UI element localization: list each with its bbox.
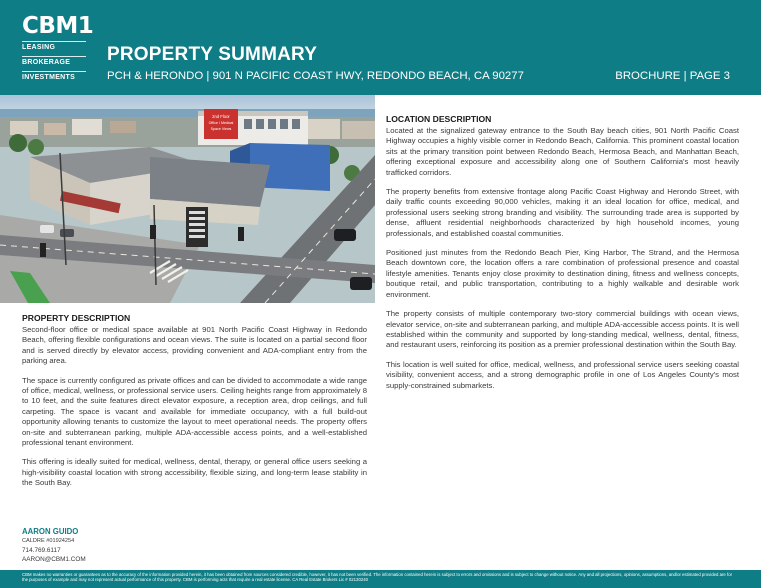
photo-car (334, 229, 356, 241)
property-description-section (22, 313, 367, 498)
broker-email[interactable]: AARON@CBM1.COM (22, 556, 86, 564)
footer-disclaimer: CBM makes no warranties or guarantees as to the accuracy of the information provided herein, it has been obtained from sources considered credible, however, it has not been verified. The information contained herein is subject to errors and omissions and is subject to change without notice. Any and all projections, opinions, assumptions, and/or estimated provided are for the purposes of example and may not represent actual performance of this property. CBM is performing acts that require a real estate license. CA Real Estate Brokers Lic # 02130240 (22, 572, 733, 583)
logo-line-leasing: LEASING (22, 41, 86, 54)
sign-text-line-2: Office / Medical (208, 121, 234, 125)
sign-text-line-1: 2nd Floor (212, 114, 230, 119)
aerial-property-photo (0, 95, 375, 303)
aerial-photo-illustration (0, 95, 375, 303)
property-description-paragraph: This offering is ideally suited for medical, wellness, dental, therapy, or general office users seeking a high-visibility coastal location with strong accessibility, flexible sizing, and long-term lease stability in the South Bay. (22, 457, 367, 488)
photo-ocean (0, 109, 375, 117)
broker-phone[interactable]: 714.769.6117 (22, 546, 61, 554)
photo-center-roof (150, 157, 270, 207)
footer-disclaimer-bar (0, 570, 761, 588)
broker-name: AARON GUIDO (22, 527, 79, 536)
header-banner (0, 0, 761, 95)
page-title: PROPERTY SUMMARY (107, 44, 318, 65)
location-description-heading: LOCATION DESCRIPTION (386, 114, 492, 124)
location-description-paragraph: This location is well suited for office, medical, wellness, and professional service users seeking coastal visibility, convenient access, and a strong demographic profile in one of Los Angeles County's most supply-constrained submarkets. (386, 359, 739, 390)
broker-license: CALDRE #01924254 (22, 538, 75, 544)
location-description-paragraph: The property benefits from extensive frontage along Pacific Coast Highway and Herondo Street, with daily traffic counts exceeding 90,000 vehicles, making it an ideal location for office, medical, and professional users seeking strong branding and visibility. The surrounding trade area is supported by dense, affluent residential neighborhoods characterized by high household incomes, young professionals, and established coastal communities. (386, 187, 739, 238)
logo-line-investments: INVESTMENTS (22, 71, 86, 84)
property-description-paragraph: Second-floor office or medical space available at 901 North Pacific Coast Highway in Redondo Beach, offering flexible configurations and ocean views. The suite is located on a partial second floor and is served directly by elevator access, providing convenient and ADA-compliant entry from the parking area. (22, 325, 367, 366)
location-description-paragraph: Positioned just minutes from the Redondo Beach Pier, King Harbor, The Strand, and the Hermosa Beach downtown core, the location offers a rare combination of professional presence and coastal lifestyle amenities. Tenants enjoy close proximity to destination dining, fitness and wellness concepts, boutique retail, and public transportation, contributing to a highly walkable and desirable work environment. (386, 248, 739, 299)
property-address: PCH & HERONDO | 901 N PACIFIC COAST HWY, REDONDO BEACH, CA 90277 (107, 70, 524, 82)
sign-text-line-3: Space Views (210, 127, 232, 131)
location-description-paragraph: Located at the signalized gateway entrance to the South Bay beach cities, 901 North Pacific Coast Highway occupies a highly visible corner in Redondo Beach, California. This prominent coastal location sits at the primary transition point between Redondo Beach, Hermosa Beach, and Manhattan Beach, offering exceptional exposure and accessibility along one of Southern California's most heavily trafficked corridors. (386, 126, 739, 177)
location-description-paragraph: The property consists of multiple contemporary two-story commercial buildings with ocean views, elevator service, on-site and subterranean parking, and multiple ADA-accessible access points. It is well established within the community and supported by long-standing medical, wellness, dental, fitness, and restaurant users, reinforcing its position as a premier professional destination within the South Bay. (386, 309, 739, 350)
cbm1-logo (22, 13, 94, 84)
property-description-paragraph: The space is currently configured as private offices and can be divided to accommodate a wide range of office, medical, wellness, or professional service users. Ceiling heights range from approximately 8 to 10 feet, and the suite features direct elevator exposure, a reception area, drop ceilings, and full carpeting. The space is vacant and available for immediate occupancy, with a full build-out opportunity allowing tenants to customize the layout to meet operational needs. The property offers on-site and subterranean parking, multiple ADA-accessible access points, and a well-established professional tenant environment. (22, 375, 367, 448)
location-description-section (386, 114, 739, 400)
brochure-page-label: BROCHURE | PAGE 3 (615, 70, 730, 82)
broker-contact (22, 527, 222, 565)
logo-wordmark: CBM1 (22, 13, 94, 39)
property-description-heading: PROPERTY DESCRIPTION (22, 313, 131, 323)
logo-line-brokerage: BROKERAGE (22, 56, 86, 69)
